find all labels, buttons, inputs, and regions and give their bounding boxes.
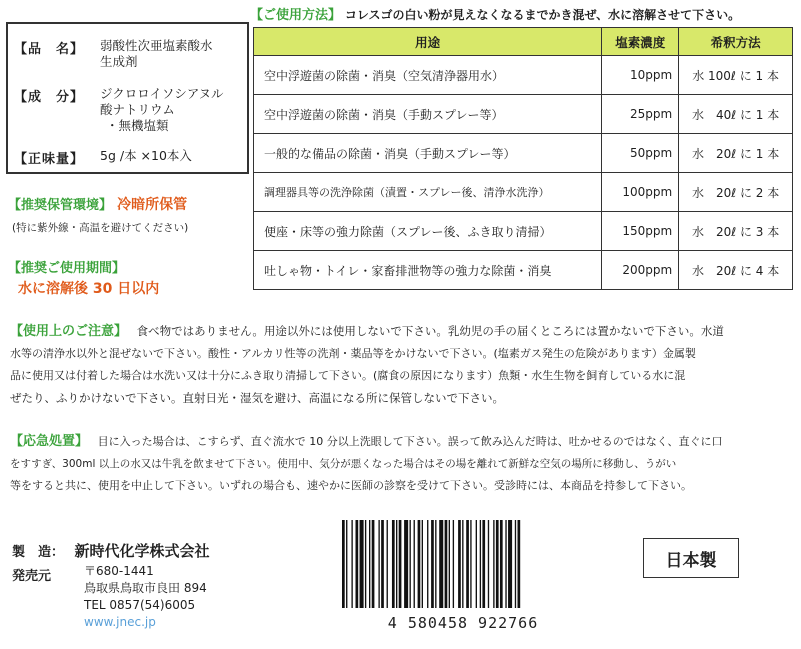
caution-line: 水等の清浄水以外と混ぜないで下さい。酸性・アルカリ性等の洗剤・薬品等をかけないで下さい。(塩素ガス発生の危険があります）金属製 xyxy=(10,347,696,360)
barcode-bar xyxy=(342,520,345,608)
ingredients-line: 酸ナトリウム xyxy=(100,102,175,117)
net-weight-value: 5g /本 ×10本入 xyxy=(100,148,192,163)
emergency-heading: 【応急処置】 xyxy=(10,434,89,449)
table-row xyxy=(254,212,793,251)
usage-cell: 一般的な備品の除菌・消臭（手動スプレー等） xyxy=(254,134,602,173)
barcode-bar xyxy=(470,520,471,608)
concentration-cell: 200ppm xyxy=(602,251,679,290)
usage-cell: 便座・床等の強力除菌（スプレー後、ふき取り清掃） xyxy=(254,212,602,251)
address-block xyxy=(84,563,207,631)
barcode-bar xyxy=(449,520,450,608)
dilution-cell: 水 20ℓ に 3 本 xyxy=(679,212,793,251)
barcode-bar xyxy=(418,520,421,608)
product-name-value xyxy=(100,38,213,70)
column-header-concentration: 塩素濃度 xyxy=(602,28,679,56)
concentration-cell: 50ppm xyxy=(602,134,679,173)
product-name-line: 弱酸性次亜塩素酸水 xyxy=(100,38,213,53)
usage-cell: 吐しゃ物・トイレ・家畜排泄物等の強力な除菌・消臭 xyxy=(254,251,602,290)
product-name-label: 【品 名】 xyxy=(14,42,85,57)
postal-code: 〒680-1441 xyxy=(84,564,154,578)
table-row xyxy=(254,134,793,173)
table-row xyxy=(254,251,793,290)
ingredients-line: ジクロロイソシアヌル xyxy=(100,86,224,101)
caution-line: 品に使用又は付着した場合は水洗い又は十分にふき取り清掃して下さい。(腐食の原因になります）魚類・水生生物を飼育している水に混 xyxy=(10,369,686,382)
usage-method-line xyxy=(250,4,740,23)
barcode-bar xyxy=(493,520,494,608)
barcode-bar xyxy=(435,520,436,608)
emergency-section xyxy=(10,430,796,497)
caution-heading: 【使用上のご注意】 xyxy=(10,324,128,339)
usage-table xyxy=(253,27,793,290)
barcode-bar xyxy=(351,520,352,608)
net-weight-label: 【正味量】 xyxy=(14,152,85,167)
barcode-bar xyxy=(360,520,364,608)
barcode-bar xyxy=(515,520,516,608)
storage-section xyxy=(8,194,187,214)
caution-line: 食べ物ではありません。用途以外には使用しないで下さい。乳幼児の手の届くところには置かないで下さい。水道 xyxy=(136,324,724,338)
caution-section xyxy=(10,320,796,409)
barcode-bars xyxy=(338,520,588,608)
table-row xyxy=(254,95,793,134)
barcode-bar xyxy=(396,520,397,608)
address: 鳥取県鳥取市良田 894 xyxy=(84,581,207,595)
ingredients-label: 【成 分】 xyxy=(14,90,85,105)
ingredients-line: ・無機塩類 xyxy=(106,118,169,133)
phone: TEL 0857(54)6005 xyxy=(84,598,196,612)
storage-note: (特に紫外線・高温を避けてください) xyxy=(12,222,189,234)
concentration-cell: 25ppm xyxy=(602,95,679,134)
barcode-bar xyxy=(505,520,506,608)
barcode-bar xyxy=(466,520,469,608)
barcode-number: 4 580458 922766 xyxy=(387,614,539,632)
barcode-bar xyxy=(439,520,443,608)
usage-method-heading: 【ご使用方法】 xyxy=(250,8,342,23)
emergency-line: 等をすると共に、使用を中止して下さい。いずれの場合も、速やかに医師の診察を受けて下さい。受診時には、本商品を持参して下さい。 xyxy=(10,479,692,492)
caution-line: ぜたり、ふりかけないで下さい。直射日光・湿気を避け、高温になる所に保管しないで下さい。 xyxy=(10,391,505,405)
barcode-bar xyxy=(427,520,428,608)
barcode-bar xyxy=(445,520,448,608)
product-name-line: 生成剤 xyxy=(100,54,138,69)
concentration-cell: 10ppm xyxy=(602,56,679,95)
barcode-bar xyxy=(431,520,434,608)
barcode-bar xyxy=(488,520,489,608)
barcode-bar xyxy=(458,520,461,608)
barcode-bar xyxy=(422,520,423,608)
usage-method-text: コレスゴの白い粉が見えなくなるまでかき混ぜ、水に溶解させて下さい。 xyxy=(344,8,741,22)
barcode-bar xyxy=(500,520,503,608)
table-row xyxy=(254,173,793,212)
table-row xyxy=(254,56,793,95)
barcode-bar xyxy=(476,520,477,608)
barcode-bar xyxy=(518,520,521,608)
barcode-bar xyxy=(462,520,463,608)
dilution-cell: 水 100ℓ に 1 本 xyxy=(679,56,793,95)
barcode-bar xyxy=(381,520,384,608)
storage-heading: 【推奨保管環境】 xyxy=(8,198,113,213)
usage-cell: 調理器具等の洗浄除菌（漬置・スプレー後、清浄水洗浄） xyxy=(254,173,602,212)
barcode-bar xyxy=(482,520,485,608)
column-header-dilution: 希釈方法 xyxy=(679,28,793,56)
ingredients-value xyxy=(100,86,224,134)
dilution-cell: 水 20ℓ に 1 本 xyxy=(679,134,793,173)
emergency-line: 目に入った場合は、こすらず、直ぐ流水で 10 分以上洗眼して下さい。誤って飲み込んだ時は、吐かせるのではなく、直ぐに口 xyxy=(97,435,723,448)
origin-label: 日本製 xyxy=(643,538,739,578)
usage-cell: 空中浮遊菌の除菌・消臭（空気清浄器用水） xyxy=(254,56,602,95)
barcode-bar xyxy=(378,520,379,608)
barcode-bar xyxy=(453,520,454,608)
barcode xyxy=(338,520,588,632)
barcode-bar xyxy=(369,520,370,608)
emergency-line: をすすぎ、300ml 以上の水又は牛乳を飲ませて下さい。使用中、気分が悪くなった場合はその場を離れて新鮮な空気の場所に移動し、うがい xyxy=(10,458,677,470)
concentration-cell: 150ppm xyxy=(602,212,679,251)
maker-label: 製 造： xyxy=(12,545,65,560)
barcode-bar xyxy=(404,520,408,608)
barcode-bar xyxy=(410,520,411,608)
barcode-bar xyxy=(399,520,402,608)
dilution-cell: 水 40ℓ に 1 本 xyxy=(679,95,793,134)
barcode-bar xyxy=(508,520,512,608)
website-link[interactable]: www.jnec.jp xyxy=(84,615,156,629)
usage-cell: 空中浮遊菌の除菌・消臭（手動スプレー等） xyxy=(254,95,602,134)
barcode-bar xyxy=(387,520,388,608)
barcode-bar xyxy=(480,520,481,608)
barcode-bar xyxy=(365,520,366,608)
usage-table-header xyxy=(254,28,793,56)
barcode-bar xyxy=(496,520,499,608)
concentration-cell: 100ppm xyxy=(602,173,679,212)
product-info-box xyxy=(6,22,249,174)
dilution-cell: 水 20ℓ に 2 本 xyxy=(679,173,793,212)
barcode-bar xyxy=(414,520,415,608)
barcode-bar xyxy=(346,520,347,608)
period-value: 水に溶解後 30 日以内 xyxy=(18,281,160,297)
barcode-bar xyxy=(392,520,395,608)
barcode-bar xyxy=(372,520,375,608)
dilution-cell: 水 20ℓ に 4 本 xyxy=(679,251,793,290)
company-name: 新時代化学株式会社 xyxy=(74,542,210,560)
storage-value: 冷暗所保管 xyxy=(117,197,188,213)
period-heading: 【推奨ご使用期間】 xyxy=(8,261,126,276)
barcode-bar xyxy=(356,520,359,608)
seller-label: 発売元 xyxy=(12,569,52,584)
column-header-usage: 用途 xyxy=(254,28,602,56)
